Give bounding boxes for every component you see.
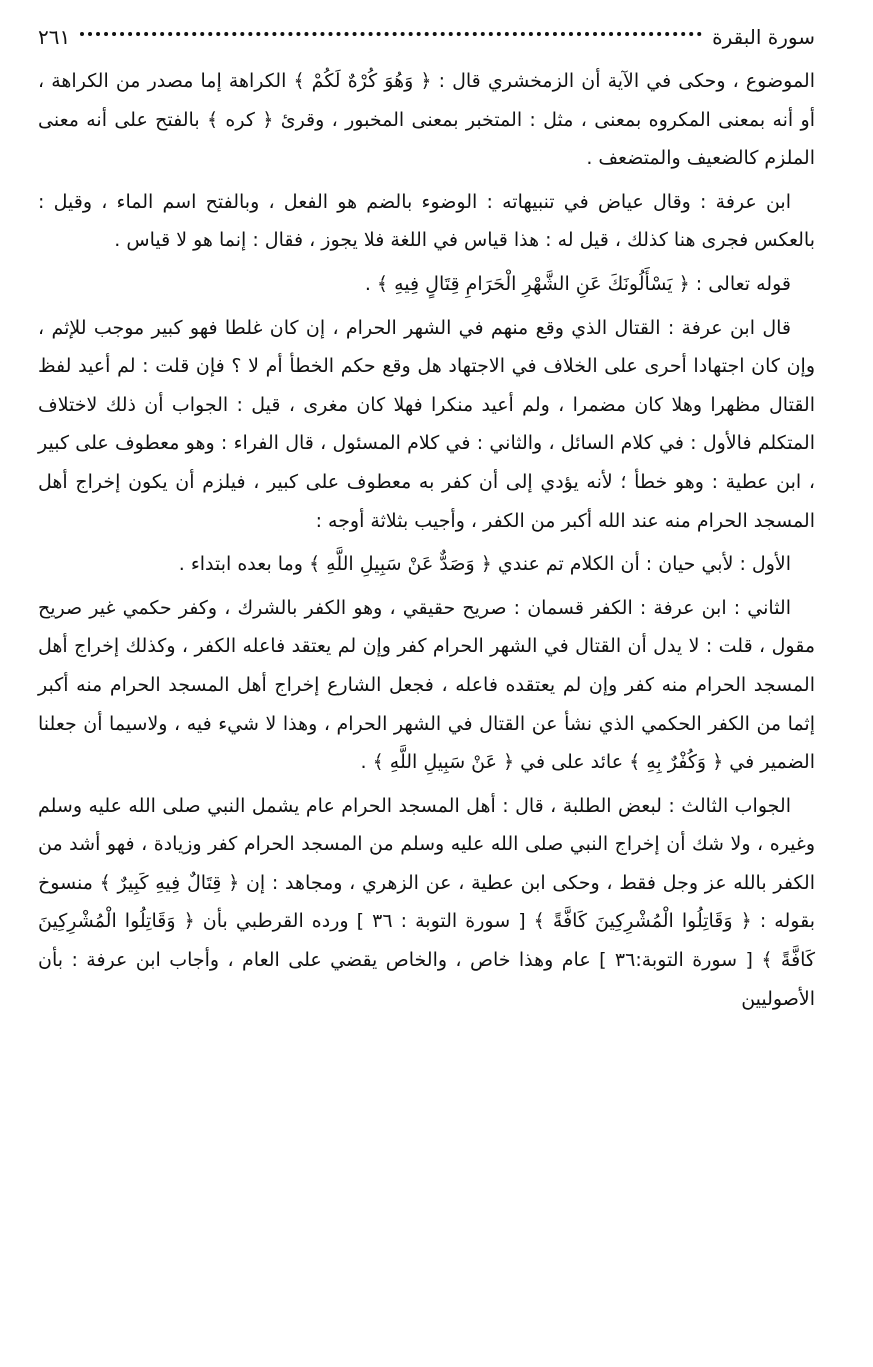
paragraph-4: قال ابن عرفة : القتال الذي وقع منهم في الشهر الحرام ، إن كان غلطا فهو كبير موجب للإثم ، وإن كان اجتهادا أحرى على الخلاف في الاجتهاد هل وقع حكم الخطأ أم لا ؟ فإن قلت : لم أعيد لفظ القتال مظهرا وهلا كان مضمرا ، ولم أعيد منكرا فهلا كان مغرى ، قيل : الجواب أن ذلك لاختلاف المتكلم فالأول : في كلام السائل ، والثاني : في كلام المسئول ، قال الفراء : وهو معطوف على كبير ، ابن عطية : وهو خطأ ؛ لأنه يؤدي إلى أن كفر به معطوف على كبير ، فيلزم أن يكون إخراج أهل المسجد الحرام منه عند الله أكبر من الكفر ، وأجيب بثلاثة أوجه : — [38, 316, 815, 532]
surah-title: سورة البقرة — [712, 25, 815, 49]
paragraph-7: الجواب الثالث : لبعض الطلبة ، قال : أهل المسجد الحرام عام يشمل النبي صلى الله عليه وسلم وغيره ، ولا شك أن إخراج النبي صلى الله عليه وسلم من المسجد الحرام كفر وزيادة ، فهو أشد من الكفر بالله عز وجل فقط ، وحكى ابن عطية ، عن الزهري ، ومجاهد : إن ﴿ قِتَالٌ فِيهِ كَبِيرٌ ﴾ منسوخ بقوله : ﴿ وَقَاتِلُوا الْمُشْرِكِينَ كَافَّةً ﴾ [ سورة التوبة : ٣٦ ] ورده القرطبي بأن ﴿ وَقَاتِلُوا الْمُشْرِكِينَ كَافَّةً ﴾ [ سورة التوبة:٣٦ ] عام وهذا خاص ، والخاص يقضي على العام ، وأجاب ابن عرفة : بأن الأصوليين — [38, 794, 816, 1010]
paragraph-6: الثاني : ابن عرفة : الكفر قسمان : صريح حقيقي ، وهو الكفر بالشرك ، وكفر حكمي غير صريح مقول ، قلت : لا يدل أن القتال في الشهر الحرام كفر وإن لم يعتقد فاعله الكفر ، وكذلك إخراج أهل المسجد الحرام منه كفر وإن لم يعتقده فاعله ، فجعل الشارع إخراج أهل المسجد الحرام منه أكبر إثما من الكفر الحكمي الذي نشأ عن القتال في الشهر الحرام ، وهذا لا شيء فيه ، ولاسيما أن جعلنا الضمير في ﴿ وَكُفْرٌ بِهِ ﴾ عائد على في ﴿ عَنْ سَبِيلِ اللَّهِ ﴾ . — [38, 596, 815, 774]
dotted-leader — [80, 32, 702, 36]
paragraph-3: قوله تعالى : ﴿ يَسْأَلُونَكَ عَنِ الشَّهْرِ الْحَرَامِ قِتَالٍ فِيهِ ﴾ . — [364, 272, 791, 295]
paragraph-1: الموضوع ، وحكى في الآية أن الزمخشري قال : ﴿ وَهُوَ كُرْهٌ لَكُمْ ﴾ الكراهة إما مصدر من الكراهة ، أو أنه بمعنى المكروه بمعنى ، مثل : المتخبر بمعنى المخبور ، وقرئ ﴿ كره ﴾ بالفتح على أنه معنى الملزم كالضعيف والمتضعف . — [38, 70, 815, 170]
running-header — [38, 22, 815, 52]
page-number: ٢٦١ — [38, 25, 71, 49]
paragraph-2: ابن عرفة : وقال عياض في تنبيهاته : الوضوء بالضم هو الفعل ، وبالفتح اسم الماء ، وقيل : بالعكس فجرى هنا كذلك ، قيل له : هذا قياس في اللغة فلا يجوز ، فقال : إنما هو لا قياس . — [38, 190, 815, 252]
paragraph-5: الأول : لأبي حيان : أن الكلام تم عندي ﴿ وَصَدٌّ عَنْ سَبِيلِ اللَّهِ ﴾ وما بعده ابتداء . — [178, 553, 791, 576]
